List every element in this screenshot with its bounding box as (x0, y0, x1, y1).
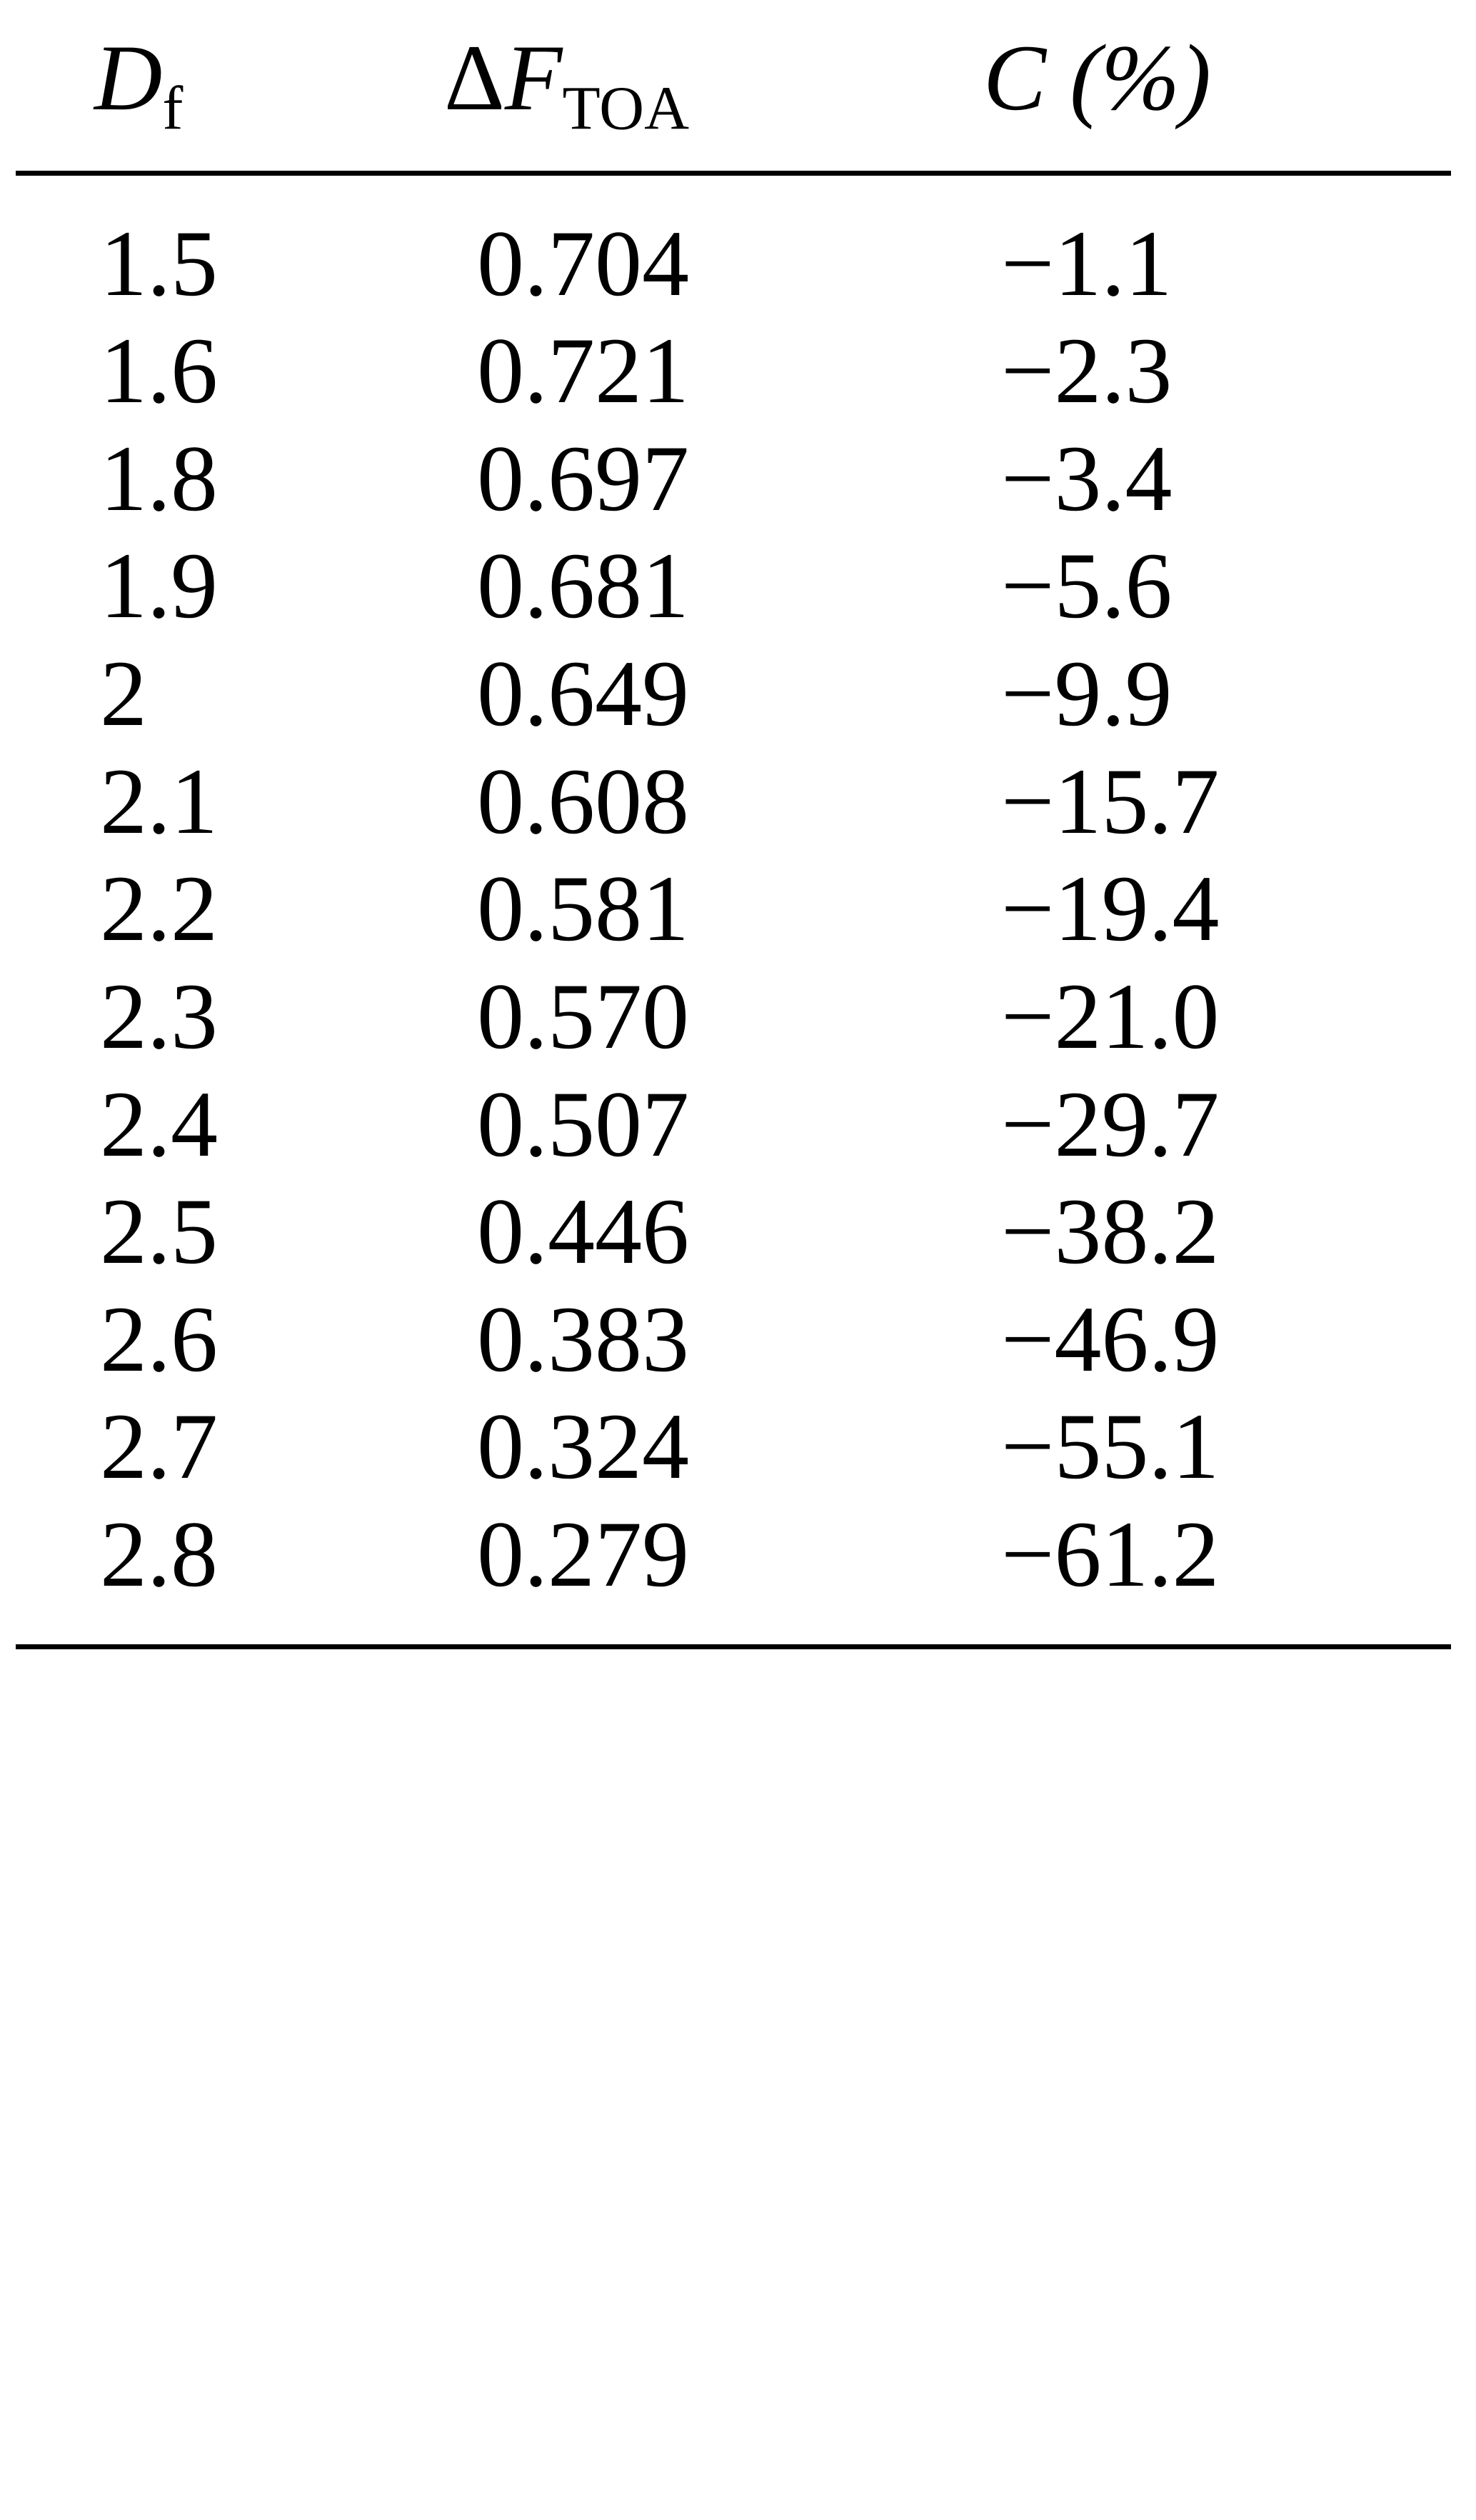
table-row (16, 1071, 1451, 1179)
header-delta-symbol: Δ (444, 25, 505, 130)
cell-df: 2.5 (100, 1179, 218, 1284)
cell-c-percent: −3.4 (1001, 425, 1173, 531)
cell-delta-f-toa: 0.721 (477, 318, 689, 424)
cell-delta-f-toa: 0.681 (477, 533, 689, 639)
cell-c-percent: −1.1 (1001, 210, 1173, 316)
table-row (16, 855, 1451, 963)
cell-df: 2.3 (100, 963, 218, 1069)
header-f-symbol: F (504, 25, 563, 130)
cell-df: 2.8 (16, 1501, 416, 1646)
column-header-c-percent (915, 25, 1451, 173)
column-header-delta-f-toa (416, 25, 915, 173)
table-row (16, 1393, 1451, 1501)
table-row (16, 1286, 1451, 1394)
cell-c-percent: −5.6 (1001, 533, 1173, 639)
column-header-df (16, 25, 416, 173)
cell-c-percent: −61.2 (915, 1501, 1451, 1646)
cell-delta-f-toa: 0.704 (477, 210, 689, 316)
cell-df: 2.4 (100, 1071, 218, 1176)
table-row (16, 532, 1451, 640)
cell-df: 1.5 (100, 210, 218, 316)
cell-c-percent: −29.7 (1001, 1071, 1220, 1176)
header-df-subscript: f (162, 73, 184, 143)
cell-c-percent: −46.9 (1001, 1286, 1220, 1391)
cell-delta-f-toa: 0.608 (477, 748, 689, 854)
table-row (16, 317, 1451, 425)
cell-delta-f-toa: 0.507 (477, 1071, 689, 1176)
cell-delta-f-toa: 0.697 (477, 425, 689, 531)
cell-delta-f-toa: 0.581 (477, 856, 689, 961)
table-row (16, 748, 1451, 856)
cell-df: 2.1 (100, 748, 218, 854)
cell-c-percent: −2.3 (1001, 318, 1173, 424)
cell-delta-f-toa: 0.446 (477, 1179, 689, 1284)
cell-delta-f-toa: 0.324 (477, 1394, 689, 1499)
data-table (16, 25, 1451, 1649)
cell-c-percent: −15.7 (1001, 748, 1220, 854)
header-toa-subscript: TOA (562, 73, 689, 143)
header-c-symbol: C (983, 25, 1047, 130)
header-df-symbol: D (94, 25, 163, 130)
cell-delta-f-toa: 0.649 (477, 641, 689, 746)
table-container (0, 25, 1476, 2520)
table-row (16, 640, 1451, 748)
header-c-unit: (%) (1070, 25, 1211, 130)
cell-df: 2.7 (100, 1394, 218, 1499)
cell-delta-f-toa: 0.570 (477, 963, 689, 1069)
table-row (16, 1178, 1451, 1286)
cell-c-percent: −38.2 (1001, 1179, 1220, 1284)
table-row (16, 425, 1451, 533)
cell-df: 2.2 (100, 856, 218, 961)
table-header (16, 25, 1451, 173)
table-body (16, 173, 1451, 1646)
cell-c-percent: −55.1 (1001, 1394, 1220, 1499)
cell-df: 2.6 (100, 1286, 218, 1391)
cell-delta-f-toa: 0.383 (477, 1286, 689, 1391)
table-row (16, 963, 1451, 1071)
table-row (16, 1501, 1451, 1646)
cell-c-percent: −21.0 (1001, 963, 1220, 1069)
cell-df: 1.9 (100, 533, 218, 639)
cell-df: 1.6 (100, 318, 218, 424)
table-row (16, 173, 1451, 317)
cell-delta-f-toa: 0.279 (416, 1501, 915, 1646)
cell-c-percent: −9.9 (1001, 641, 1173, 746)
cell-df: 1.8 (100, 425, 218, 531)
cell-df: 2 (100, 641, 147, 746)
cell-c-percent: −19.4 (1001, 856, 1220, 961)
